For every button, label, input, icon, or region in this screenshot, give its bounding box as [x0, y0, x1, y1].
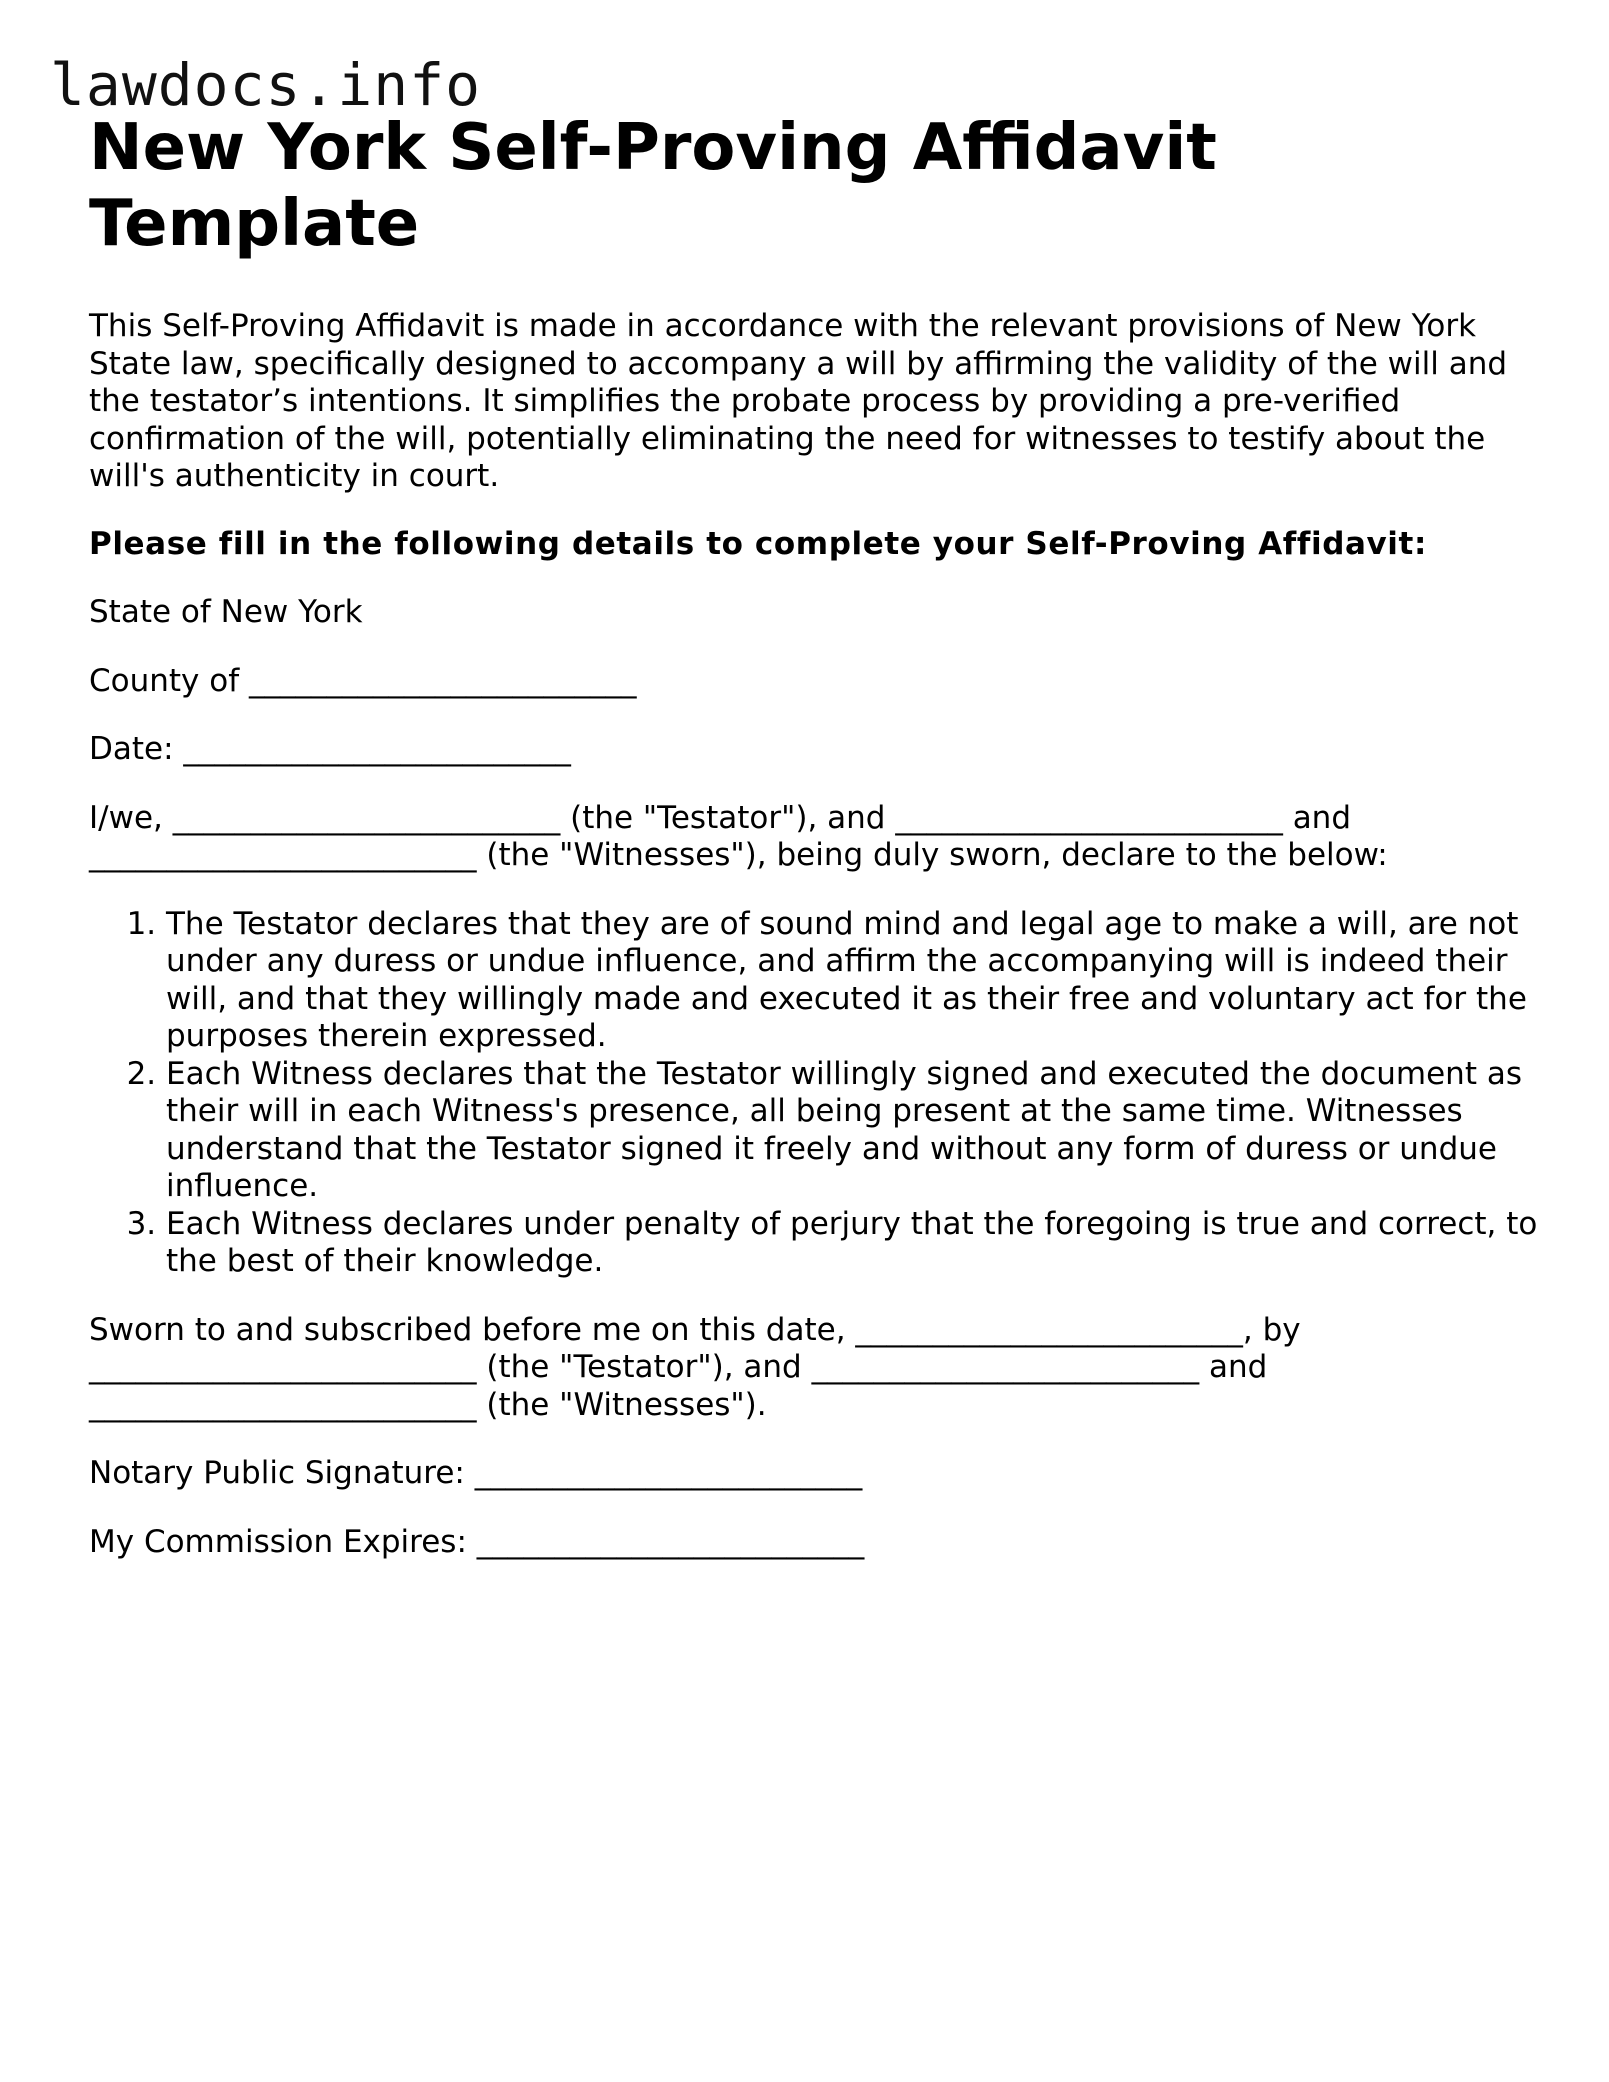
sworn-testator-text: (the "Testator"), and — [486, 1349, 802, 1385]
commission-expires-blank[interactable]: _________________________ — [476, 1523, 865, 1560]
date-label: Date: — [89, 731, 174, 767]
clause-item: 2. Each Witness declares that the Testator willingly signed and executed the document as their will in each Witness's presence, all being present at the same time. Witnesses understand that the Testator signed it freely and without any form of duress or undue influence. — [166, 1056, 1539, 1206]
notary-signature-line — [89, 1455, 1539, 1493]
commission-expires-label: My Commission Expires: — [89, 1523, 467, 1560]
site-watermark: lawdocs.info — [50, 51, 482, 119]
witnesses-text: (the "Witnesses"), being duly sworn, declare to the below: — [486, 837, 1388, 873]
date-line — [89, 731, 1539, 769]
testator-name-blank[interactable]: _________________________ — [172, 799, 561, 836]
document-title: New York Self-Proving Affidavit Template — [89, 111, 1217, 261]
notary-signature-label: Notary Public Signature: — [89, 1455, 465, 1491]
intro-paragraph: This Self-Proving Affidavit is made in accordance with the relevant provisions of New York State law, specifically designed to accompany a will by affirming the validity of the will and the testator’s intentions. It simplifies the probate process by providing a pre-verified confirmation of the will, potentially eliminating the need for witnesses to testify about the will's authenticity in court. — [89, 308, 1508, 494]
testator-text: (the "Testator"), and — [570, 799, 886, 836]
sworn-paragraph — [89, 1312, 1539, 1425]
sworn-witness-2-blank[interactable]: _________________________ — [89, 1386, 477, 1423]
clause-item: 1. The Testator declares that they are of sound mind and legal age to make a will, are not under any duress or undue influence, and affirm the accompanying will is indeed their will, and that they willingly made and executed it as their free and voluntary act for the purposes therein expressed. — [166, 906, 1539, 1056]
sworn-witnesses-text: (the "Witnesses"). — [486, 1386, 767, 1423]
clause-list — [89, 906, 1539, 1281]
county-blank[interactable]: _________________________ — [249, 662, 637, 699]
iwe-label: I/we, — [89, 799, 163, 836]
date-blank[interactable]: _________________________ — [183, 731, 571, 767]
by-text: , by — [1242, 1311, 1301, 1348]
sworn-witness-1-blank[interactable]: _________________________ — [811, 1349, 1200, 1385]
document-body — [89, 110, 1539, 1561]
sworn-prefix: Sworn to and subscribed before me on this date, — [89, 1311, 846, 1348]
commission-expires-line — [89, 1524, 1539, 1562]
county-line — [89, 663, 1539, 701]
witness-2-name-blank[interactable]: _________________________ — [89, 837, 477, 873]
state-line: State of New York — [89, 594, 363, 630]
declaration-paragraph — [89, 800, 1539, 875]
clause-item: 3. Each Witness declares under penalty of perjury that the foregoing is true and correct, to the best of their knowledge. — [166, 1206, 1539, 1281]
sworn-and-text: and — [1208, 1349, 1268, 1385]
witness-1-name-blank[interactable]: _________________________ — [895, 799, 1283, 836]
instruction-text: Please fill in the following details to complete your Self-Proving Affidavit: — [89, 525, 1427, 562]
sworn-date-blank[interactable]: _________________________ — [855, 1311, 1243, 1348]
and-text: and — [1292, 799, 1352, 836]
sworn-testator-blank[interactable]: _________________________ — [89, 1349, 477, 1385]
notary-signature-blank[interactable]: _________________________ — [474, 1455, 863, 1491]
county-label: County of — [89, 662, 240, 699]
